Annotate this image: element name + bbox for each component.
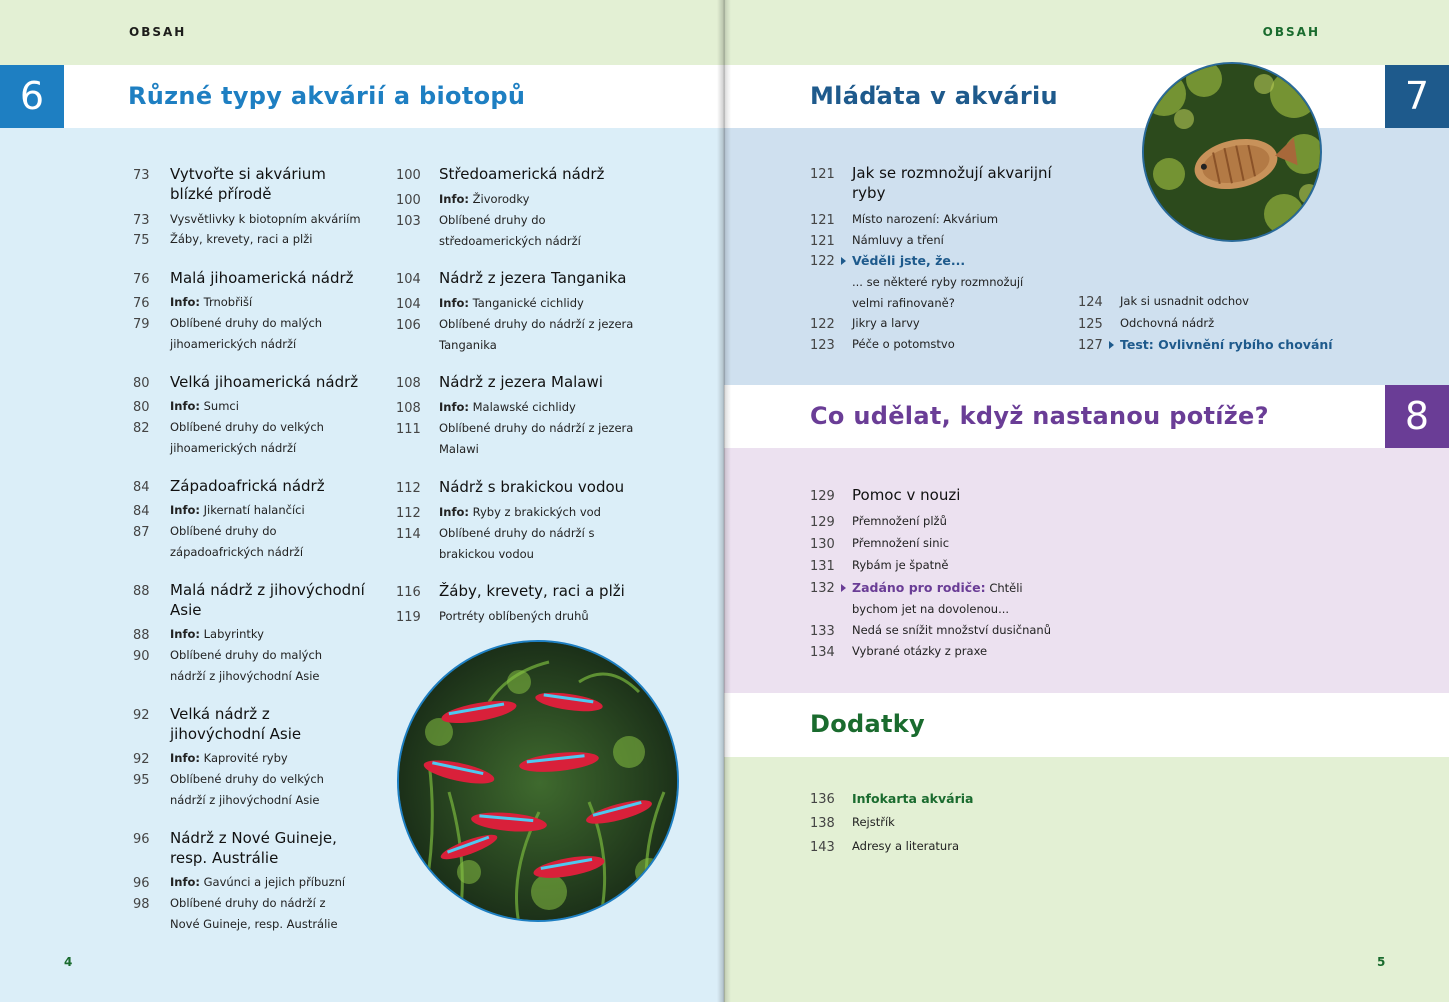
sub-entry: Oblíbené druhy do středoamerických nádrží: [439, 213, 581, 248]
sub-entry-text: Chtěli bychom jet na dovolenou...: [852, 581, 1023, 616]
book-spine-shadow: [717, 0, 731, 1002]
chapter-6-title-bar: [0, 65, 724, 128]
chapter-6-title: Různé typy akvárií a biotopů: [128, 82, 526, 110]
sub-entry-text: Gavúnci a jejich příbuzní: [203, 875, 346, 889]
neon-tetra-photo: [397, 640, 679, 922]
page-number: 80: [133, 376, 150, 391]
info-label: Info:: [439, 505, 469, 519]
page-number: 84: [133, 480, 150, 495]
sub-entry[interactable]: Přemnožení plžů: [852, 514, 947, 528]
sub-entry: [439, 397, 649, 418]
page-number: 96: [133, 832, 150, 847]
sub-entry[interactable]: Místo narození: Akvárium: [852, 212, 999, 226]
page-number: 125: [1078, 317, 1103, 332]
sub-entry-text: Kaprovité ryby: [203, 751, 288, 765]
page-number: 84: [133, 504, 150, 519]
sub-entry: [170, 500, 370, 521]
entry-title: Západoafrická nádrž: [170, 477, 325, 495]
chapter-8-number: 8: [1385, 385, 1449, 448]
sub-entry: Oblíbené druhy do západoafrických nádrží: [170, 524, 304, 559]
sub-entry-text: Malawské cichlidy: [472, 400, 576, 414]
sub-entry: [170, 292, 370, 313]
page-number: 98: [133, 897, 150, 912]
sub-entry: Žáby, krevety, raci a plži: [170, 232, 313, 246]
page-number: 96: [133, 876, 150, 891]
sub-entry: [439, 293, 649, 314]
sub-entry: Vysvětlivky k biotopním akváriím: [170, 212, 361, 226]
sub-entry[interactable]: Námluvy a tření: [852, 233, 944, 247]
page-number: 76: [133, 272, 150, 287]
info-label: Info:: [170, 751, 200, 765]
page-number: 122: [810, 254, 835, 269]
entry-title: Středoamerická nádrž: [439, 165, 605, 183]
sub-entry: Oblíbené druhy do nádrží s brakickou vodou: [439, 526, 595, 561]
page-number: 82: [133, 421, 150, 436]
chapter-7-title-bar: [724, 65, 1449, 128]
sub-entry[interactable]: Rybám je špatně: [852, 558, 949, 572]
page-number: 114: [396, 527, 421, 542]
sub-entry: [170, 396, 370, 417]
triangle-bullet-icon: [1109, 341, 1114, 349]
page-number: 127: [1078, 338, 1103, 353]
page-number: 124: [1078, 295, 1103, 310]
page-number: 112: [396, 506, 421, 521]
page-number: 136: [810, 792, 835, 807]
page-number-footer: 4: [64, 955, 73, 969]
sub-entry: [170, 872, 370, 893]
page-number: 129: [810, 515, 835, 530]
left-page: [0, 0, 724, 1002]
page-number: 121: [810, 213, 835, 228]
test-entry[interactable]: Test: Ovlivnění rybího chování: [1120, 337, 1333, 352]
page-number: 138: [810, 816, 835, 831]
sub-entry-text: Tanganické cichlidy: [472, 296, 584, 310]
page-number: 87: [133, 525, 150, 540]
entry-title: Nádrž z jezera Malawi: [439, 373, 603, 391]
page-number: 143: [810, 840, 835, 855]
chapter-6-number: 6: [0, 65, 64, 128]
sub-entry: [439, 502, 649, 523]
parents-label: Zadáno pro rodiče:: [852, 580, 986, 595]
sub-entry: [439, 189, 649, 210]
entry-title: Malá nádrž z jihovýchodní Asie: [170, 581, 365, 619]
sub-entry[interactable]: Jak si usnadnit odchov: [1120, 294, 1249, 308]
page-number: 100: [396, 193, 421, 208]
sub-entry[interactable]: Jikry a larvy: [852, 316, 920, 330]
sub-entry: Oblíbené druhy do velkých nádrží z jihovýchodní Asie: [170, 772, 324, 807]
page-number: 95: [133, 773, 150, 788]
page-number: 106: [396, 318, 421, 333]
sub-entry: [170, 624, 370, 645]
top-band: [0, 0, 724, 65]
parents-entry[interactable]: [852, 577, 1062, 620]
page-number: 103: [396, 214, 421, 229]
entry-title: Žáby, krevety, raci a plži: [439, 582, 625, 600]
page-number: 116: [396, 585, 421, 600]
chapter-8-title: Co udělat, když nastanou potíže?: [810, 402, 1269, 430]
page-number: 104: [396, 272, 421, 287]
entry-title: Nádrž z jezera Tanganika: [439, 269, 627, 287]
sub-entry: Oblíbené druhy do nádrží z jezera Malawi: [439, 421, 634, 456]
page-number: 104: [396, 297, 421, 312]
triangle-bullet-icon: [841, 584, 846, 592]
page-number: 88: [133, 628, 150, 643]
page-number: 111: [396, 422, 421, 437]
page-number: 119: [396, 610, 421, 625]
sub-entry[interactable]: Odchovná nádrž: [1120, 316, 1215, 330]
page-number: 92: [133, 708, 150, 723]
sub-entry: Oblíbené druhy do malých nádrží z jihovýchodní Asie: [170, 648, 323, 683]
sub-entry[interactable]: Přemnožení sinic: [852, 536, 950, 550]
sub-entry-continuation: ... se některé ryby rozmnožují velmi rafinovaně?: [852, 275, 1024, 310]
page-number: 121: [810, 234, 835, 249]
sub-entry: Oblíbené druhy do nádrží z Nové Guineje, resp. Austrálie: [170, 896, 338, 931]
page-number: 79: [133, 317, 150, 332]
running-head: OBSAH: [1262, 25, 1320, 39]
entry-title: Velká nádrž z jihovýchodní Asie: [170, 705, 302, 743]
right-page: [724, 0, 1449, 1002]
index-entry[interactable]: Rejstřík: [852, 815, 895, 829]
entry-title: Jak se rozmnožují akvarijní ryby: [852, 164, 1052, 202]
sub-entry: [170, 748, 370, 769]
appendix-title: Dodatky: [810, 710, 925, 738]
sub-entry[interactable]: Péče o potomstvo: [852, 337, 955, 351]
sub-entry-text: Živorodky: [472, 192, 530, 206]
page-number: 76: [133, 296, 150, 311]
sub-entry: Oblíbené druhy do velkých jihoamerických nádrží: [170, 420, 324, 455]
page-number: 90: [133, 649, 150, 664]
page-number: 92: [133, 752, 150, 767]
sub-entry-text: Sumci: [203, 399, 239, 413]
running-head: OBSAH: [129, 25, 187, 39]
sub-entry[interactable]: Vybrané otázky z praxe: [852, 644, 988, 658]
page-number: 108: [396, 401, 421, 416]
info-label: Info:: [439, 296, 469, 310]
page-number: 88: [133, 584, 150, 599]
literature-entry[interactable]: Adresy a literatura: [852, 839, 959, 853]
page-number: 134: [810, 645, 835, 660]
gourami-illustration: [1144, 64, 1322, 242]
info-label: Info:: [170, 295, 200, 309]
page-number-footer: 5: [1377, 955, 1386, 969]
infocard-entry[interactable]: Infokarta akvária: [852, 791, 974, 806]
page-number: 121: [810, 167, 835, 182]
triangle-bullet-icon: [841, 257, 846, 265]
page-number: 129: [810, 489, 835, 504]
page-number: 122: [810, 317, 835, 332]
gourami-photo: [1142, 62, 1322, 242]
page-number: 73: [133, 168, 150, 183]
page-number: 108: [396, 376, 421, 391]
sub-entry[interactable]: Nedá se snížit množství dusičnanů: [852, 623, 1052, 637]
sub-entry: Portréty oblíbených druhů: [439, 609, 589, 623]
info-label: Info:: [170, 875, 200, 889]
page-number: 123: [810, 338, 835, 353]
info-label: Info:: [170, 503, 200, 517]
sub-entry-text: Trnobřiší: [203, 295, 253, 309]
sub-entry-text: Labyrintky: [203, 627, 264, 641]
page-number: 80: [133, 400, 150, 415]
page-number: 130: [810, 537, 835, 552]
entry-title: Pomoc v nouzi: [852, 486, 961, 504]
page-number: 132: [810, 581, 835, 596]
page-number: 100: [396, 168, 421, 183]
page-number: 112: [396, 481, 421, 496]
chapter-7-number: 7: [1385, 65, 1449, 128]
entry-title: Nádrž s brakickou vodou: [439, 478, 625, 496]
info-label: Info:: [170, 399, 200, 413]
sub-entry-text: Jikernatí halančíci: [203, 503, 305, 517]
chapter-7-title: Mláďata v akváriu: [810, 82, 1058, 110]
sidebar-entry[interactable]: Věděli jste, že...: [852, 253, 966, 268]
fish-illustration: [399, 642, 679, 922]
page-number: 75: [133, 233, 150, 248]
page-number: 73: [133, 213, 150, 228]
entry-title: Nádrž z Nové Guineje, resp. Austrálie: [170, 829, 337, 867]
page-number: 131: [810, 559, 835, 574]
info-label: Info:: [439, 192, 469, 206]
entry-title: Velká jihoamerická nádrž: [170, 373, 359, 391]
sub-entry: Oblíbené druhy do malých jihoamerických nádrží: [170, 316, 323, 351]
chapter-8-title-bar: [724, 385, 1449, 448]
info-label: Info:: [439, 400, 469, 414]
top-band: [724, 0, 1449, 65]
entry-title: Vytvořte si akvárium blízké přírodě: [170, 165, 326, 203]
page-number: 133: [810, 624, 835, 639]
sub-entry: Oblíbené druhy do nádrží z jezera Tanganika: [439, 317, 634, 352]
info-label: Info:: [170, 627, 200, 641]
sub-entry-text: Ryby z brakických vod: [472, 505, 601, 519]
entry-title: Malá jihoamerická nádrž: [170, 269, 354, 287]
appendix-title-bar: [724, 693, 1449, 757]
